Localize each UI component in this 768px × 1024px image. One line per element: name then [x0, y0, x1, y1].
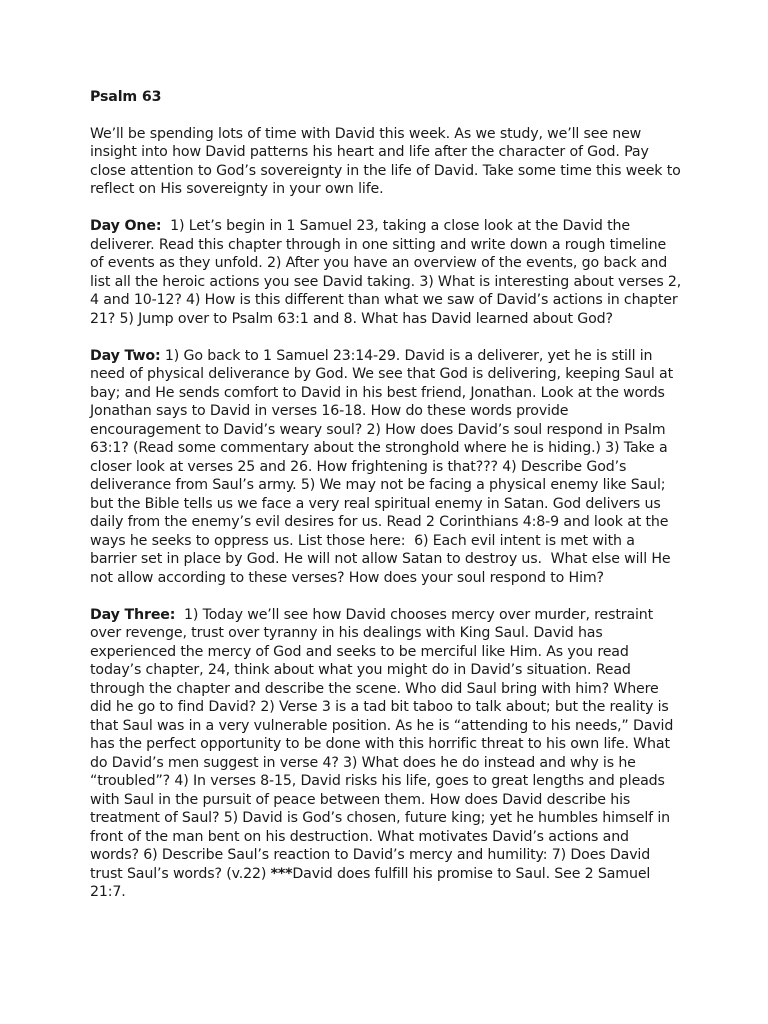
day-one-text: 1) Let’s begin in 1 Samuel 23, taking a close look at the David the deliverer. Read this chapter through in one sitting and write down a rough timeline of events as they unfold. 2) After you have an overview of the events, go back and list all the heroic actions you see David taking. 3) What is interesting about verses 2, 4 and 10-12? 4) How is this different than what we saw of David’s actions in chapter 21? 5) Jump over to Psalm 63:1 and 8. What has David learned about God? — [90, 218, 686, 327]
day-one-heading: Day One: — [90, 218, 162, 234]
day-two-heading: Day Two: — [90, 347, 161, 364]
day-two-text: 1) Go back to 1 Samuel 23:14-29. David is a deliverer, yet he is still in need of physical deliverance by God. We see that God is delivering, keeping Saul at bay; and He sends comfort to David in his best friend, Jonathan. Look at the words Jonathan says to David in verses 16-18. How do these words provide encouragement to David’s weary soul? 2) How does David’s soul respond in Psalm 63:1? (Read some commentary about the stronghold where he is hiding.) 3) Take a closer look at verses 25 and 26. How frightening is that??? 4) Describe God’s deliverance from Saul’s army. 5) We may not be facing a physical enemy like Saul; but the Bible tells us we face a very real spiritual enemy in Satan. God delivers us daily from the enemy’s evil desires for us. Read 2 Corinthians 4:8-9 and look at the ways he seeks to oppress us. List those here: 6) Each evil intent is met with a barrier set in place by God. He will not allow Satan to destroy us. What else will He not allow according to these verses? How does your soul respond to Him? — [90, 347, 678, 586]
intro-paragraph — [90, 125, 682, 199]
intro-text: We’ll be spending lots of time with David this week. As we study, we’ll see new insight into how David patterns his heart and life after the character of God. Pay close attention to God’s sovereignty in the life of David. Take some time this week to reflect on His sovereignty in your own life. — [90, 125, 681, 197]
day-two-paragraph — [90, 347, 682, 588]
day-three-stars: *** — [270, 865, 293, 882]
day-one-paragraph — [90, 217, 686, 328]
day-three-paragraph — [90, 606, 682, 902]
page-title: Psalm 63 — [90, 89, 162, 105]
day-three-heading: Day Three: — [90, 606, 176, 623]
day-three-closing: David does fulfill his promise to Saul. See 2 Samuel 21:7. — [90, 865, 651, 900]
document-page — [90, 88, 686, 920]
day-three-text: 1) Today we’ll see how David chooses mercy over murder, restraint over revenge, trust over tyranny in his dealings with King Saul. David has experienced the mercy of God and seeks to be merciful like Him. As you read today’s chapter, 24, think about what you might do in David’s situation. Read through the chapter and describe the scene. Who did Saul bring with him? Where did he go to find David? 2) Verse 3 is a tad bit taboo to talk about; but the reality is that Saul was in a very vulnerable position. As he is “attending to his needs,” David has the perfect opportunity to be done with this horrific threat to his own life. What do David’s men suggest in verse 4? 3) What does he do instead and why is he “troubled”? 4) In verses 8-15, David risks his life, goes to great lengths and pleads with Saul in the pursuit of peace between them. How does David describe his treatment of Saul? 5) David is God’s chosen, future king; yet he humbles himself in front of the man bent on his destruction. What motivates David’s actions and words? 6) Describe Saul’s reaction to David’s mercy and humility: 7) Does David trust Saul’s words? (v.22) — [90, 606, 678, 882]
